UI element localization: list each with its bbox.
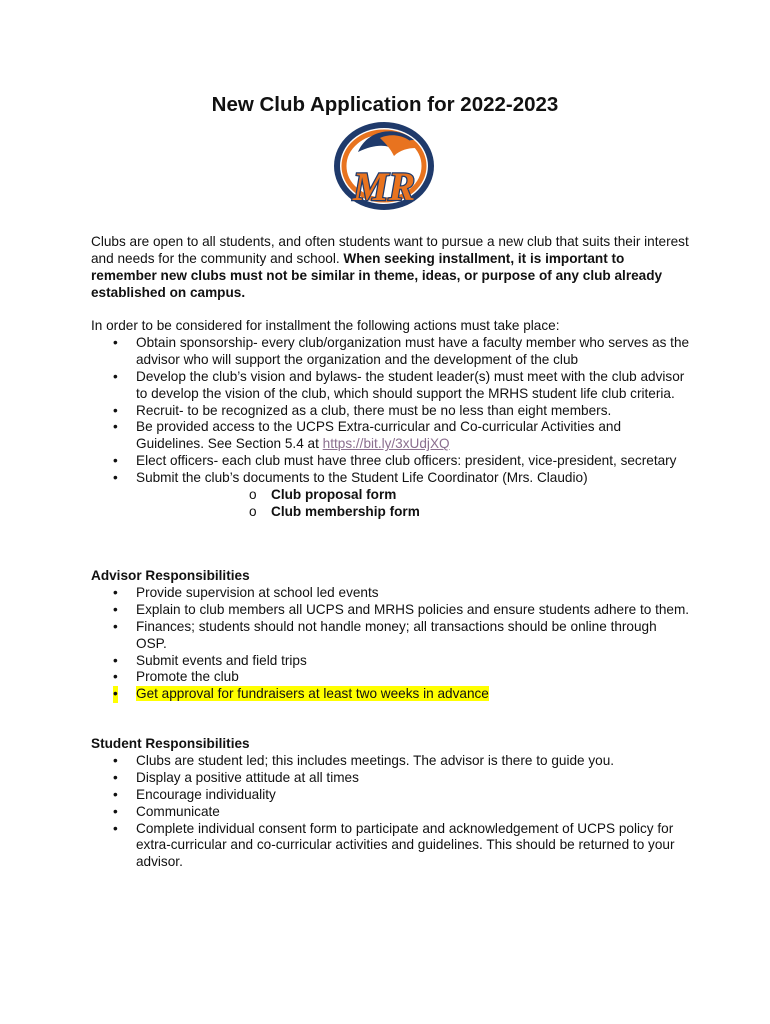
- student-section: [91, 736, 691, 871]
- advisor-list: [91, 585, 691, 703]
- sub-bullet-icon: o: [249, 503, 257, 519]
- advisor-section: [91, 568, 691, 703]
- bullet-icon: •: [113, 334, 118, 350]
- list-item: • Be provided access to the UCPS Extra-curricular and Co-curricular Activities and Guidelines. See Section 5.4 at https://bit.ly/3xUdjXQ: [113, 419, 622, 452]
- sub-list-item: o Club proposal form: [249, 487, 397, 503]
- list-item: • Submit events and field trips: [113, 652, 307, 668]
- list-item: • Clubs are student led; this includes meetings. The advisor is there to guide you.: [113, 752, 615, 768]
- page-title: New Club Application for 2022-2023: [211, 93, 559, 116]
- bullet-icon: •: [113, 669, 118, 685]
- highlighted-text: Get approval for fundraisers at least two weeks in advance: [136, 686, 489, 702]
- actions-lead: In order to be considered for installment the following actions must take place:: [91, 318, 560, 333]
- actions-section: [91, 318, 691, 521]
- guidelines-link[interactable]: https://bit.ly/3xUdjXQ: [322, 436, 450, 452]
- list-item: • Develop the club’s vision and bylaws- the student leader(s) must meet with the club advisor to develop the vision of the club, which should support the MRHS student life club criteria.: [113, 368, 685, 401]
- bullet-icon: •: [113, 618, 118, 634]
- bullet-icon: •: [113, 769, 118, 785]
- intro-text: Clubs are open to all students, and often students want to pursue a new club that suits their interest and needs for the community and school.: [91, 234, 689, 266]
- intro-bold-text: When seeking installment, it is important to remember new clubs must not be similar in theme, ideas, or purpose of any club already established on campus.: [91, 250, 663, 300]
- list-item: • Finances; students should not handle money; all transactions should be online through OSP.: [113, 618, 657, 651]
- intro-paragraph: [91, 234, 691, 302]
- school-logo: [328, 118, 440, 218]
- bullet-icon: •: [113, 470, 118, 486]
- list-item: • Obtain sponsorship- every club/organization must have a faculty member who serves as the advisor who will support the organization and the development of the club: [113, 334, 690, 367]
- list-item: • Explain to club members all UCPS and MRHS policies and ensure students adhere to them.: [113, 601, 690, 617]
- bullet-icon: •: [113, 752, 118, 768]
- bullet-icon: •: [113, 584, 118, 600]
- list-item: • Elect officers- each club must have three club officers: president, vice-president, secretary: [113, 453, 677, 469]
- student-list: [91, 753, 691, 871]
- list-item: • Display a positive attitude at all times: [113, 769, 359, 785]
- bullet-icon: •: [113, 419, 118, 435]
- list-item: • Provide supervision at school led events: [113, 584, 379, 600]
- bullet-icon: •: [113, 686, 118, 702]
- bullet-icon: •: [113, 601, 118, 617]
- sub-list-item: o Club membership form: [249, 503, 420, 519]
- bullet-icon: •: [113, 786, 118, 802]
- list-item: • Recruit- to be recognized as a club, there must be no less than eight members.: [113, 402, 612, 418]
- bullet-icon: •: [113, 368, 118, 384]
- list-item: • Promote the club: [113, 669, 239, 685]
- bullet-icon: •: [113, 803, 118, 819]
- list-item: • Complete individual consent form to participate and acknowledgement of UCPS policy for extra-curricular and co-curricular activities and guidelines. This should be returned to your advisor.: [113, 820, 675, 870]
- bullet-icon: •: [113, 652, 118, 668]
- sub-bullet-icon: o: [249, 487, 257, 503]
- highlighted-list-item: [91, 686, 691, 703]
- actions-list: [91, 335, 691, 487]
- student-heading: Student Responsibilities: [91, 736, 250, 751]
- list-item: • Submit the club’s documents to the Student Life Coordinator (Mrs. Claudio): [113, 470, 588, 486]
- list-item: • Communicate: [113, 803, 220, 819]
- bullet-icon: •: [113, 402, 118, 418]
- logo-text: MR: [352, 164, 416, 209]
- advisor-heading: Advisor Responsibilities: [91, 568, 250, 583]
- bullet-icon: •: [113, 453, 118, 469]
- bullet-icon: •: [113, 820, 118, 836]
- list-item: • Encourage individuality: [113, 786, 276, 802]
- documents-sublist: [91, 487, 691, 521]
